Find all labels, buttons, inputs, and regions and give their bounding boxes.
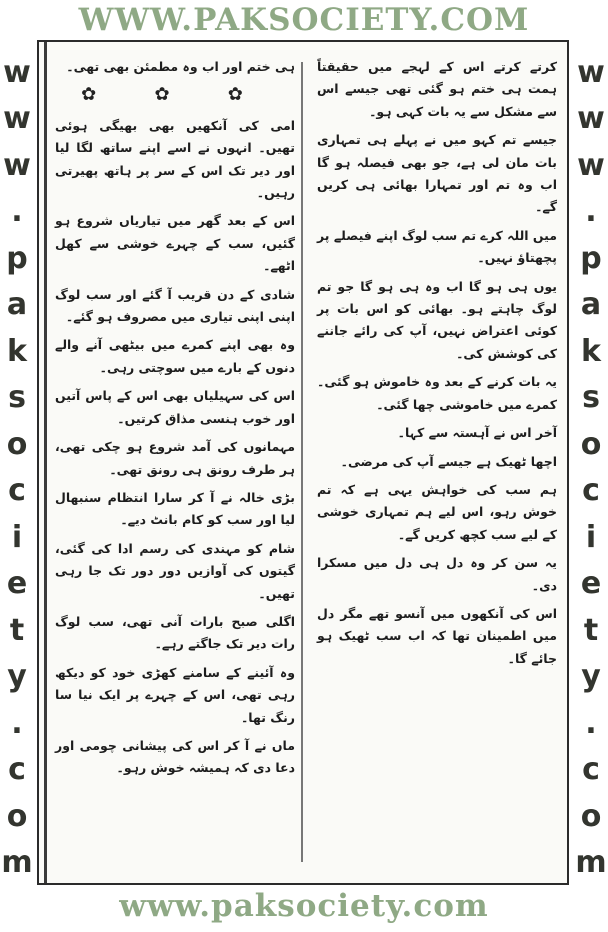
watermark-side-char: o bbox=[6, 426, 28, 462]
watermark-side-char: o bbox=[6, 798, 28, 834]
paragraph: یہ بات کرنے کے بعد وہ خاموش ہو گئی۔ کمرے میں خاموشی چھا گئی۔ bbox=[317, 374, 557, 412]
paragraph: ہم سب کی خواہش یہی ہے کہ تم خوش رہو، اس لیے ہم تمہاری خوشی کے لیے سب کچھ کریں گے۔ bbox=[317, 481, 557, 542]
watermark-side-char: w bbox=[3, 101, 31, 137]
watermark-bottom: www.paksociety.com bbox=[119, 888, 489, 924]
watermark-left bbox=[1, 55, 33, 880]
paragraph: کرتے کرتے اس کے لہجے میں حقیقتاً ہمت ہی ختم ہو گئی تھی جیسے اس سے مشکل سے یہ بات کہی ہو۔ bbox=[317, 59, 557, 119]
watermark-side-char: c bbox=[582, 752, 600, 788]
paragraph: امی کی آنکھیں بھی بھیگی ہوئی تھیں۔ انہوں نے اسے اپنے ساتھ لگا لیا اور دیر تک اس کے سر پر ہاتھ پھیرتی رہیں۔ bbox=[55, 117, 295, 201]
paragraph: آخر اس نے آہستہ سے کہا۔ bbox=[397, 425, 557, 441]
section-separator-stars: ✿ ✿ ✿ bbox=[81, 84, 269, 106]
paragraph: اس کی سہیلیاں بھی اس کے پاس آتیں اور خوب ہنسی مذاق کرتیں۔ bbox=[55, 388, 295, 426]
watermark-right bbox=[575, 55, 607, 880]
watermark-side-char: i bbox=[11, 519, 23, 555]
watermark-side-char: s bbox=[8, 380, 26, 416]
paragraph: مہمانوں کی آمد شروع ہو چکی تھی، ہر طرف رونق ہی رونق تھی۔ bbox=[55, 439, 295, 477]
watermark-side-char: . bbox=[11, 705, 23, 741]
left-column-top-line: ہی ختم اور اب وہ مطمئن بھی تھی۔ bbox=[66, 59, 295, 74]
watermark-side-char: c bbox=[8, 473, 26, 509]
watermark-side-char: p bbox=[580, 240, 602, 276]
watermark-side-char: . bbox=[585, 705, 597, 741]
column-divider bbox=[301, 62, 303, 862]
paragraph: شام کو مہندی کی رسم ادا کی گئی، گیتوں کی آوازیں دور دور تک جا رہی تھیں۔ bbox=[55, 540, 295, 601]
watermark-side-char: p bbox=[6, 240, 28, 276]
paragraph: بڑی خالہ نے آ کر سارا انتظام سنبھال لیا اور سب کو کام بانٹ دیے۔ bbox=[55, 489, 295, 528]
watermark-side-char: w bbox=[577, 55, 605, 90]
watermark-side-char: k bbox=[7, 333, 27, 369]
watermark-top: WWW.PAKSOCIETY.COM bbox=[78, 2, 530, 38]
page-margin-line bbox=[44, 42, 47, 883]
paragraph: وہ بھی اپنے کمرے میں بیٹھی آنے والے دنوں کے بارے میں سوچتی رہی۔ bbox=[55, 337, 295, 375]
paragraph: جیسے تم کہو میں نے پہلے ہی تمہاری بات مان لی ہے، جو بھی فیصلہ ہو گا اب وہ تم اور تمہارا بھائی ہی کریں گے۔ bbox=[317, 132, 557, 215]
watermark-side-char: m bbox=[1, 844, 33, 880]
watermark-side-char: m bbox=[575, 844, 607, 880]
paragraph: یہ سن کر وہ دل ہی دل میں مسکرا دی۔ bbox=[317, 555, 557, 593]
watermark-side-char: i bbox=[585, 519, 597, 555]
paragraph: اس کی آنکھوں میں آنسو تھے مگر دل میں اطمینان تھا کہ اب سب ٹھیک ہو جائے گا۔ bbox=[317, 605, 557, 666]
watermark-side-char: w bbox=[3, 55, 31, 90]
paragraph: وہ آئینے کے سامنے کھڑی خود کو دیکھ رہی تھی، اس کے چہرے پر ایک نیا سا رنگ تھا۔ bbox=[55, 664, 295, 725]
watermark-side-char: s bbox=[582, 380, 600, 416]
watermark-side-char: a bbox=[580, 287, 602, 323]
watermark-side-char: e bbox=[6, 566, 28, 602]
paragraph: اس کے بعد گھر میں تیاریاں شروع ہو گئیں، سب کے چہرے خوشی سے کھل اٹھے۔ bbox=[55, 213, 295, 274]
watermark-side-char: c bbox=[582, 473, 600, 509]
paragraph: یوں ہی ہو گا اب وہ ہی ہو گا جو تم لوگ چاہتے ہو۔ بھائی کو اس بات پر کوئی اعتراض نہیں، آپ کی رائے جاننے کی کوشش کی۔ bbox=[317, 278, 557, 361]
left-column bbox=[55, 56, 295, 786]
watermark-side-char: e bbox=[580, 566, 602, 602]
right-column bbox=[317, 56, 557, 676]
watermark-side-char: y bbox=[581, 659, 601, 695]
paragraph: ماں نے آ کر اس کی پیشانی چومی اور دعا دی کہ ہمیشہ خوش رہو۔ bbox=[55, 737, 295, 776]
watermark-side-char: a bbox=[6, 287, 28, 323]
watermark-side-char: o bbox=[580, 426, 602, 462]
watermark-side-char: k bbox=[581, 333, 601, 369]
watermark-side-char: w bbox=[577, 101, 605, 137]
watermark-side-char: t bbox=[9, 612, 25, 648]
watermark-side-char: o bbox=[580, 798, 602, 834]
watermark-side-char: . bbox=[585, 194, 597, 230]
watermark-side-char: w bbox=[3, 147, 31, 183]
paragraph: میں اللہ کرے تم سب لوگ اپنے فیصلے پر پچھتاؤ نہیں۔ bbox=[317, 227, 557, 266]
watermark-side-char: . bbox=[11, 194, 23, 230]
paragraph: شادی کے دن قریب آ گئے اور سب لوگ اپنی اپنی تیاری میں مصروف ہو گئے۔ bbox=[55, 286, 295, 325]
scanned-page bbox=[37, 40, 569, 885]
paragraph: اگلی صبح بارات آنی تھی، سب لوگ رات دیر تک جاگتے رہے۔ bbox=[55, 613, 295, 652]
watermark-side-char: t bbox=[583, 612, 599, 648]
watermark-side-char: y bbox=[7, 659, 27, 695]
watermark-side-char: w bbox=[577, 147, 605, 183]
watermark-side-char: c bbox=[8, 752, 26, 788]
paragraph: اچھا ٹھیک ہے جیسے آپ کی مرضی۔ bbox=[340, 453, 557, 469]
